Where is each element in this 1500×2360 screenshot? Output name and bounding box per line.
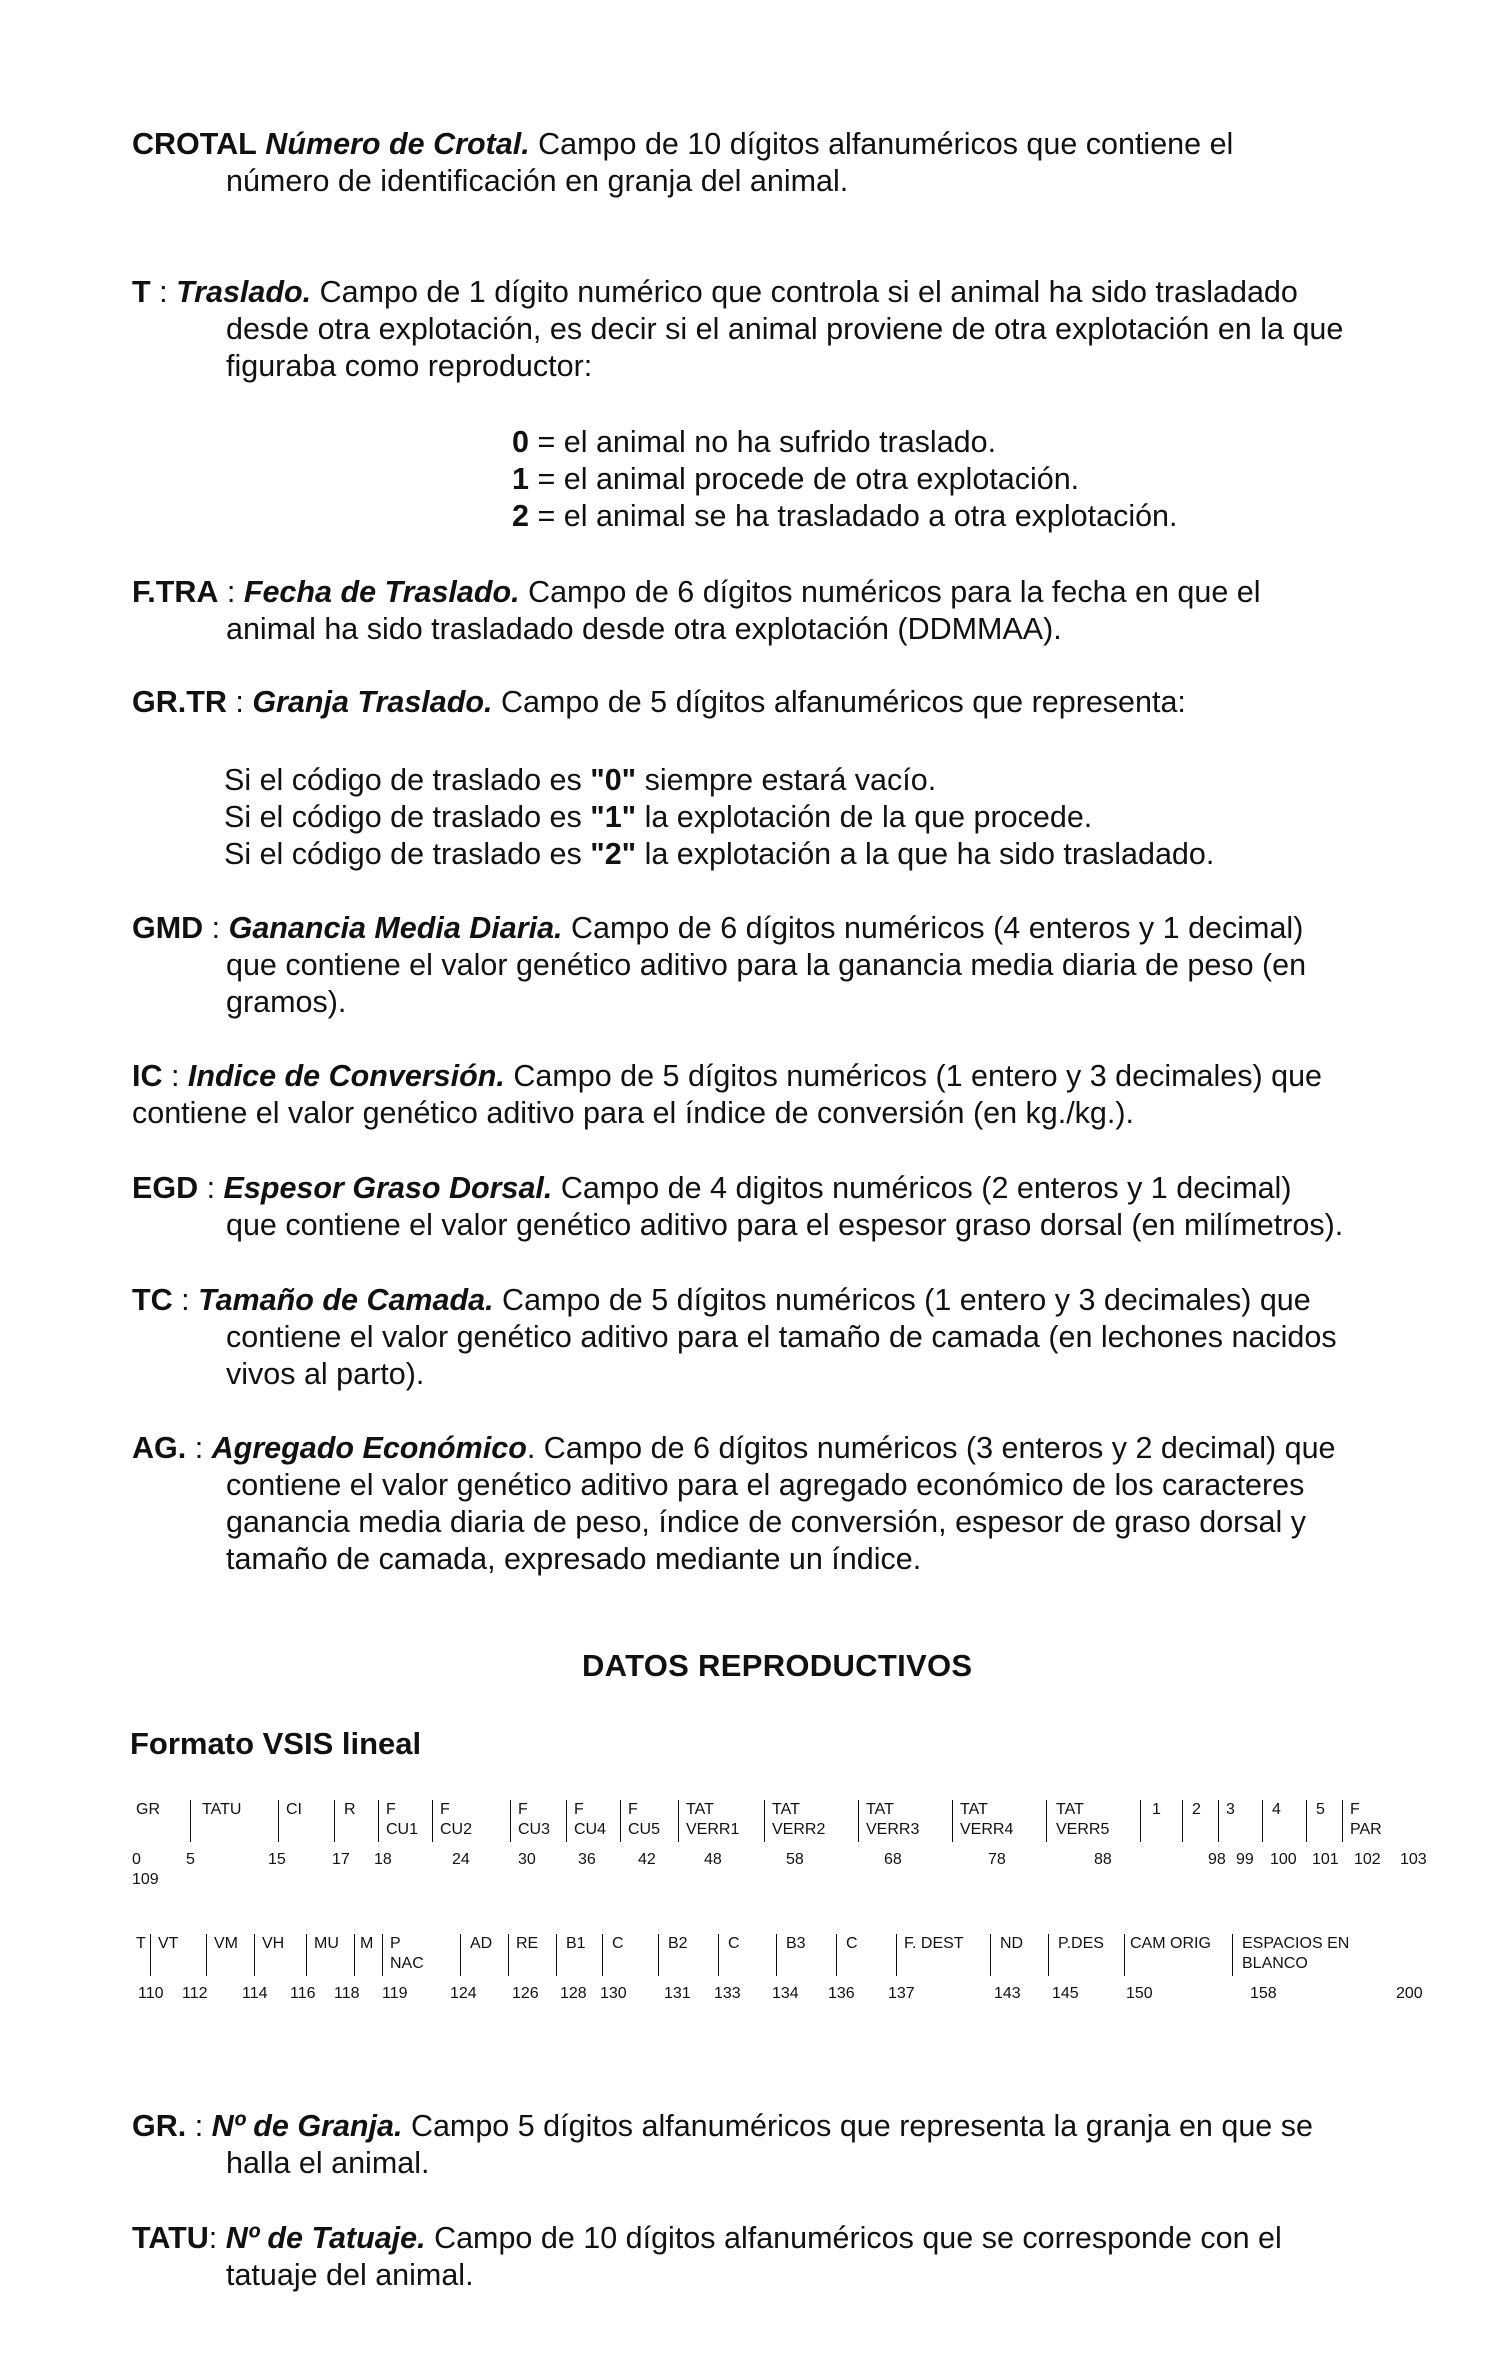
entry-text: Campo de 10 dígitos alfanuméricos que se corresponde con el [425,2221,1282,2255]
field-position: 78 [988,1851,1006,1868]
entry-tatuaje [132,2220,1432,2294]
field-label: VH [262,1935,285,1952]
field-label: 1 [1152,1801,1161,1818]
entry-traslado [132,274,1432,385]
entry-ic [132,1058,1432,1132]
field-position: 137 [888,1985,915,2002]
field-label: VERR2 [772,1821,826,1838]
entry-crotal [132,126,1432,200]
field-label: PAR [1350,1821,1382,1838]
entry-code: GMD [132,911,204,945]
entry-text: Campo de 6 dígitos numéricos para la fecha en que el [519,575,1261,609]
field-label: TATU [202,1801,242,1818]
field-position: 98 [1208,1851,1226,1868]
field-label: F. DEST [904,1935,964,1952]
field-separator [306,1934,307,1976]
field-label: AD [470,1935,493,1952]
list-item: Si el código de traslado es "0" siempre estará vacío. [224,763,937,797]
entry-continuation: tatuaje del animal. [226,2258,474,2292]
entry-code: T [132,275,151,309]
field-position: 133 [714,1985,741,2002]
field-position: 112 [182,1985,208,2002]
field-label: 3 [1226,1801,1235,1818]
entry-continuation: contiene el valor genético aditivo para el índice de conversión (en kg./kg.). [132,1096,1135,1130]
field-position: 24 [452,1851,470,1868]
field-label: C [728,1935,740,1952]
entry-continuation: animal ha sido trasladado desde otra explotación (DDMMAA). [226,612,1062,646]
entry-separator: : [198,1171,224,1205]
field-label: CU4 [574,1821,607,1838]
entry-name: Nº de Tatuaje. [225,2221,426,2255]
entry-name: Agregado Económico [211,1431,527,1465]
field-separator [718,1934,719,1976]
entry-egd [132,1170,1432,1244]
field-position: 18 [374,1851,392,1868]
field-label: VERR4 [960,1821,1014,1838]
entry-separator: : [172,1283,199,1317]
field-label: CU2 [440,1821,473,1838]
field-position: 30 [518,1851,536,1868]
entry-continuation: tamaño de camada, expresado mediante un índice. [226,1542,922,1576]
entry-tc [132,1282,1432,1393]
field-label: CU1 [386,1821,419,1838]
entry-continuation: halla el animal. [226,2146,430,2180]
entry-code: GR. [132,2109,187,2143]
entry-fecha-traslado [132,574,1432,648]
field-position: 42 [638,1851,656,1868]
entry-gmd [132,910,1432,1021]
entry-code: GR.TR [132,685,227,719]
entry-name: Tamaño de Camada. [198,1283,494,1317]
field-position: 102 [1354,1851,1381,1868]
field-label: TAT [772,1801,800,1818]
field-label: B1 [566,1935,586,1952]
field-label: TAT [686,1801,714,1818]
entry-granja [132,2108,1432,2182]
field-separator [1182,1800,1183,1842]
field-label: F [386,1801,396,1818]
field-label: F [440,1801,450,1818]
entry-name: Número de Crotal. [265,127,530,161]
field-separator [278,1800,279,1842]
entry-text: Campo de 10 dígitos alfanuméricos que contiene el [529,127,1234,161]
field-separator [508,1934,509,1976]
field-position: 145 [1052,1985,1079,2002]
list-item: 1 = el animal procede de otra explotación. [512,462,1080,496]
field-position: 119 [382,1985,408,2002]
field-separator [190,1800,191,1842]
field-separator [254,1934,255,1976]
field-position: 17 [332,1851,350,1868]
field-label: C [612,1935,624,1952]
field-label: R [344,1801,356,1818]
field-label: TAT [1056,1801,1084,1818]
field-label: BLANCO [1242,1955,1308,1972]
list-item: Si el código de traslado es "1" la explotación de la que procede. [224,800,1093,834]
entry-text: Campo de 5 dígitos numéricos (1 entero y 3 decimales) que [504,1059,1323,1093]
entry-code: TC [132,1283,173,1317]
field-label: ND [1000,1935,1024,1952]
field-separator [460,1934,461,1976]
field-separator [1124,1934,1125,1976]
field-separator [1342,1800,1343,1842]
field-label: VT [158,1935,179,1952]
field-separator [1140,1800,1141,1842]
entry-continuation: que contiene el valor genético aditivo para el espesor graso dorsal (en milímetros). [226,1208,1344,1242]
field-position: 109 [132,1871,159,1888]
field-separator [1046,1800,1047,1842]
field-label: 5 [1316,1801,1325,1818]
entry-text: Campo de 5 dígitos alfanuméricos que representa: [492,685,1186,719]
field-position: 116 [290,1985,316,2002]
field-separator [382,1934,383,1976]
field-position: 158 [1250,1985,1277,2002]
field-separator [858,1800,859,1842]
entry-code: EGD [132,1171,199,1205]
entry-continuation: contiene el valor genético aditivo para el tamaño de camada (en lechones nacidos [226,1320,1337,1354]
granja-traslado-case-list [224,762,1214,873]
entry-code: AG. [132,1431,187,1465]
field-label: T [136,1935,146,1952]
field-position: 101 [1312,1851,1339,1868]
field-separator [1306,1800,1307,1842]
entry-name: Espesor Graso Dorsal. [223,1171,553,1205]
entry-granja-traslado [132,684,1432,721]
field-position: 143 [994,1985,1021,2002]
field-position: 150 [1126,1985,1153,2002]
field-label: F [628,1801,638,1818]
field-separator [1218,1800,1219,1842]
field-position: 68 [884,1851,902,1868]
field-position: 136 [828,1985,855,2002]
entry-name: Fecha de Traslado. [243,575,520,609]
entry-separator: : [186,1431,212,1465]
field-label: P.DES [1058,1935,1104,1952]
field-label: NAC [390,1955,424,1972]
entry-text: Campo de 6 dígitos numéricos (4 enteros y 1 decimal) [562,911,1304,945]
entry-continuation: desde otra explotación, es decir si el animal proviene de otra explotación en la que [226,312,1344,346]
field-position: 99 [1236,1851,1254,1868]
field-position: 48 [704,1851,722,1868]
entry-separator: : [162,1059,188,1093]
field-label: VERR5 [1056,1821,1110,1838]
field-position: 118 [334,1985,360,2002]
field-label: B3 [786,1935,806,1952]
field-separator [510,1800,511,1842]
field-separator [896,1934,897,1976]
field-label: RE [516,1935,539,1952]
field-label: 4 [1272,1801,1281,1818]
entry-continuation: gramos). [226,985,347,1019]
list-item: 0 = el animal no ha sufrido traslado. [512,425,997,459]
field-separator [602,1934,603,1976]
entry-code: TATU [132,2221,209,2255]
field-label: CU5 [628,1821,661,1838]
field-label: MU [314,1935,339,1952]
field-position: 0 [132,1851,141,1868]
field-label: VM [214,1935,238,1952]
field-separator [658,1934,659,1976]
field-position: 88 [1094,1851,1112,1868]
field-separator [620,1800,621,1842]
entry-continuation: número de identificación en granja del animal. [226,164,849,198]
field-separator [678,1800,679,1842]
entry-text: Campo de 5 dígitos numéricos (1 entero y 3 decimales) que [493,1283,1311,1317]
field-label: CI [286,1801,302,1818]
field-label: 2 [1192,1801,1201,1818]
field-separator [1232,1934,1233,1976]
field-position: 5 [186,1851,195,1868]
field-separator [776,1934,777,1976]
field-label: F [574,1801,584,1818]
field-label: P [390,1935,401,1952]
field-separator [566,1800,567,1842]
entry-continuation: ganancia media diaria de peso, índice de conversión, espesor de graso dorsal y [226,1505,1307,1539]
field-separator [764,1800,765,1842]
entry-name: Granja Traslado. [252,685,493,719]
field-label: C [846,1935,858,1952]
field-separator [556,1934,557,1976]
traslado-code-list [512,424,1178,535]
entry-continuation: vivos al parto). [226,1357,425,1391]
entry-separator: : [218,575,244,609]
field-position: 134 [772,1985,799,2002]
entry-separator: : [203,911,229,945]
entry-name: Nº de Granja. [211,2109,403,2143]
field-position: 124 [450,1985,477,2002]
field-position: 114 [242,1985,268,2002]
entry-text: Campo 5 dígitos alfanuméricos que representa la granja en que se [402,2109,1313,2143]
entry-separator: : [226,685,253,719]
field-separator [354,1934,355,1976]
field-label: GR [136,1801,160,1818]
entry-text: . Campo de 6 dígitos numéricos (3 enteros y 2 decimal) que [526,1431,1336,1465]
entry-code: IC [132,1059,163,1093]
format-table-row-1 [120,1800,1450,1900]
field-separator [1262,1800,1263,1842]
field-position: 130 [600,1985,627,2002]
field-label: F [518,1801,528,1818]
field-separator [432,1800,433,1842]
entry-agregado [132,1430,1432,1578]
field-separator [990,1934,991,1976]
field-separator [836,1934,837,1976]
entry-continuation: que contiene el valor genético aditivo para la ganancia media diaria de peso (en [226,948,1307,982]
field-position: 131 [664,1985,691,2002]
entry-name: Indice de Conversión. [187,1059,505,1093]
field-position: 126 [512,1985,539,2002]
field-position: 36 [578,1851,596,1868]
entry-name: Traslado. [176,275,312,309]
field-label: B2 [668,1935,688,1952]
list-item: Si el código de traslado es "2" la explotación a la que ha sido trasladado. [224,837,1215,871]
field-label: F [1350,1801,1360,1818]
field-label: VERR3 [866,1821,920,1838]
field-label: M [360,1935,374,1952]
entry-separator: : [186,2109,212,2143]
field-separator [206,1934,207,1976]
field-position: 100 [1270,1851,1297,1868]
field-separator [1048,1934,1049,1976]
list-item: 2 = el animal se ha trasladado a otra explotación. [512,499,1178,533]
format-title: Formato VSIS lineal [130,1726,422,1761]
entry-text: Campo de 1 dígito numérico que controla si el animal ha sido trasladado [311,275,1298,309]
entry-continuation: contiene el valor genético aditivo para el agregado económico de los caracteres [226,1468,1305,1502]
field-label: TAT [960,1801,988,1818]
field-separator [378,1800,379,1842]
field-label: CAM ORIG [1130,1935,1211,1952]
entry-continuation: figuraba como reproductor: [226,349,593,383]
field-position: 58 [786,1851,804,1868]
field-separator [150,1934,151,1976]
field-position: 15 [268,1851,286,1868]
field-label: ESPACIOS EN [1242,1935,1350,1952]
field-separator [952,1800,953,1842]
field-position: 103 [1400,1851,1427,1868]
entry-text: Campo de 4 digitos numéricos (2 enteros y 1 decimal) [552,1171,1292,1205]
field-separator [334,1800,335,1842]
field-position: 128 [560,1985,587,2002]
field-label: CU3 [518,1821,551,1838]
field-label: TAT [866,1801,894,1818]
entry-code: F.TRA [132,575,219,609]
entry-separator: : [208,2221,226,2255]
field-position: 200 [1396,1985,1423,2002]
section-title: DATOS REPRODUCTIVOS [582,1648,973,1683]
entry-code: CROTAL [132,127,257,161]
field-position: 110 [138,1985,164,2002]
format-table-row-2 [120,1934,1450,2024]
field-label: VERR1 [686,1821,740,1838]
entry-separator: : [150,275,177,309]
entry-name: Ganancia Media Diaria. [228,911,563,945]
